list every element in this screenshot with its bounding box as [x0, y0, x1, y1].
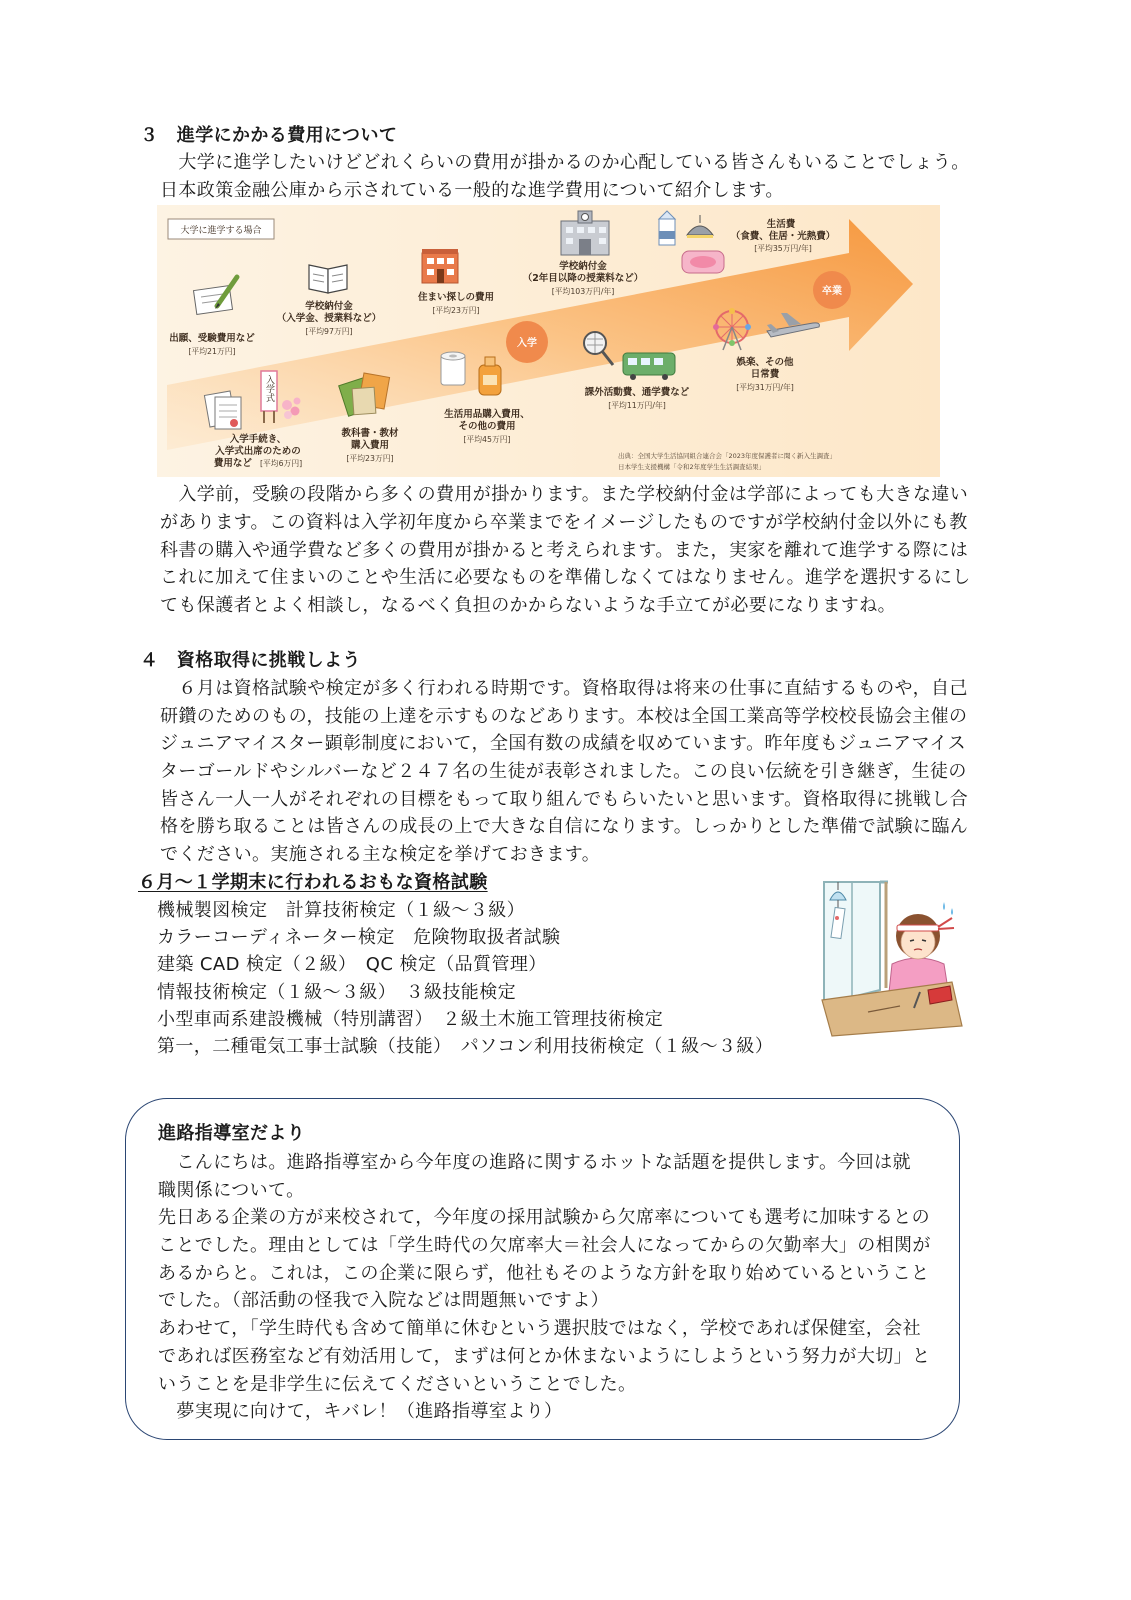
exam-list — [157, 897, 773, 1060]
paragraph-line: ６月は資格試験や検定が多く行われる時期です。資格取得は将来の仕事に直結するものや，自己 — [160, 678, 968, 699]
first-tuition-detail: （入学金、授業料など） — [276, 313, 382, 324]
entrance-milestone-label: 入学 — [517, 338, 537, 349]
paragraph-line: 先日ある企業の方が来校されて，今年度の採用試験から欠席率についても選考に加味するとの — [158, 1207, 931, 1229]
paragraph-line: 大学に進学したいけどどれくらいの費用が掛かるのか心配している皆さんもいることでしょう。 — [160, 152, 970, 173]
section-3-body — [160, 481, 971, 620]
housing-search-amount: [平均23万円] — [432, 306, 480, 315]
living-cost-title: 生活費 — [766, 219, 796, 230]
paragraph-line: ターゴールドやシルバーなど２４７名の生徒が表彰されました。この良い伝統を引き継ぎ，生徒の — [160, 761, 967, 783]
enrollment-amount: [平均6万円] — [259, 459, 303, 468]
leisure-title-2: 日常費 — [750, 369, 780, 380]
paragraph-line: ても保護者とよく相談し，なるべく負担のかからないような手立てが必要になりますね。 — [160, 595, 896, 616]
textbooks-title-2: 購入費用 — [350, 440, 390, 451]
leisure-title-1: 娯楽、その他 — [736, 357, 794, 368]
paragraph-line: こんにちは。進路指導室から今年度の進路に関するホットな話題を提供します。今回は就 — [158, 1152, 911, 1173]
source-line-1: 出典：全国大学生活協同組合連合会「2023年度保護者に聞く新入生調査」 — [618, 452, 837, 460]
living-cost-detail: （食費、住居・光熱費） — [730, 231, 836, 242]
section-3-intro — [160, 149, 970, 204]
food-pack-icon — [682, 251, 724, 273]
section-4-body — [160, 675, 968, 869]
paragraph-line: 夢実現に向けて，キバレ！（進路指導室より） — [158, 1401, 563, 1423]
paragraph-line: 入学前，受験の段階から多くの費用が掛かります。また学校納付金は学部によっても大きな違い — [160, 484, 969, 505]
guidance-box-body — [158, 1149, 931, 1426]
paragraph-line: ことでした。理由としては「学生時代の欠席率大＝社会人になってからの欠勤率大」の相関が — [158, 1235, 931, 1257]
activities-amount: [平均11万円/年] — [608, 401, 666, 410]
entrance-ceremony-sign-text: 入学式 — [264, 375, 274, 402]
graduation-milestone-label: 卒業 — [822, 286, 842, 297]
leisure-amount: [平均31万円/年] — [736, 383, 794, 392]
paragraph-line: でください。実施される主な検定を挙げておきます。 — [160, 844, 601, 866]
paragraph-line: 格を勝ち取ることは皆さんの成長の上で大きな自信になります。しっかりとした準備で試験に臨ん — [160, 816, 969, 838]
section-3-heading: ３ 進学にかかる費用について — [140, 125, 398, 146]
supplies-amount: [平均45万円] — [463, 435, 511, 444]
exam-list-item: 小型車両系建設機械（特別講習） ２級土木施工管理技術検定 — [157, 1008, 664, 1030]
exam-list-title: ６月～１学期末に行われるおもな資格試験 — [138, 872, 488, 893]
guidance-office-newsletter-box — [125, 1098, 960, 1440]
open-book-icon — [309, 265, 347, 293]
documents-icon — [204, 391, 241, 429]
supplies-title-1: 生活用品購入費用、 — [444, 409, 530, 420]
paragraph-line: これに加えて住まいのことや生活に必要なものを準備しなくてはなりません。進学を選択するにし — [160, 567, 971, 589]
college-cost-infographic — [157, 205, 940, 477]
section-4-heading: ４ 資格取得に挑戦しよう — [140, 650, 361, 671]
guidance-box-title: 進路指導室だより — [158, 1123, 306, 1144]
apartment-building-icon — [422, 249, 458, 283]
paragraph-line: ジュニアマイスター顕彰制度において，全国有数の成績を収めています。昨年度もジュニアマイス — [160, 733, 966, 755]
paragraph-line: あわせて，「学生時代も含めて簡単に休むという選択肢ではなく，学校であれば保健室，会社 — [158, 1318, 922, 1340]
exam-list-item: 第一，二種電気工事士試験（技能） パソコン利用技術検定（１級～３級） — [157, 1035, 774, 1057]
milk-carton-icon — [659, 211, 675, 245]
textbooks-amount: [平均23万円] — [346, 454, 394, 463]
enrollment-title-2: 入学式出席のための — [215, 446, 301, 457]
paragraph-line: 科書の購入や通学費など多くの費用が掛かると考えられます。また，実家を離れて進学する際には — [160, 539, 969, 561]
paragraph-line: 皆さん一人一人がそれぞれの目標をもって取り組んでもらいたいと思います。資格取得に挑戦し合 — [160, 788, 969, 810]
paragraph-line: でした。（部活動の怪我で入院などは問題無いですよ） — [158, 1290, 609, 1312]
later-tuition-amount: [平均103万円/年] — [551, 287, 615, 296]
toilet-paper-icon — [441, 352, 465, 385]
paragraph-line: 研鑽のためのもの，技能の上達を示すものなどあります。本校は全国工業高等学校校長協会主催の — [160, 705, 968, 727]
supplies-title-2: その他の費用 — [458, 421, 516, 432]
paragraph-line: があります。この資料は入学初年度から卒業までをイメージしたものですが学校納付金以外にも教 — [160, 511, 968, 533]
later-tuition-detail: （2年目以降の授業料など） — [522, 273, 644, 284]
enrollment-title-3: 費用など — [213, 458, 252, 469]
paragraph-line: いうことを是非学生に伝えてくださいということでした。 — [158, 1373, 637, 1395]
application-cost-amount: [平均21万円] — [188, 347, 236, 356]
paragraph-line: 職関係について。 — [158, 1179, 305, 1201]
exam-list-item: 機械製図検定 計算技術検定（１級～３級） — [157, 900, 525, 921]
paragraph-line: であれば医務室など有効活用して，まずは何とか休まないようにしようという努力が大切」と — [158, 1345, 931, 1367]
studying-girl-illustration — [818, 878, 963, 1038]
first-tuition-amount: [平均97万円] — [305, 327, 353, 336]
first-tuition-title: 学校納付金 — [305, 301, 353, 312]
paragraph-line: あるからと。これは，この企業に限らず，他社もそのような方針を取り始めているということ — [158, 1262, 930, 1284]
exam-list-item: カラーコーディネーター検定 危険物取扱者試験 — [157, 927, 561, 949]
textbooks-title-1: 教科書・教材 — [341, 428, 399, 439]
activities-title: 課外活動費、通学費など — [584, 387, 690, 398]
scenario-label: 大学に進学する場合 — [180, 226, 262, 236]
living-cost-amount: [平均35万円/年] — [754, 244, 812, 253]
paragraph-line: 日本政策金融公庫から示されている一般的な進学費用について紹介します。 — [160, 179, 784, 201]
source-line-2: 日本学生支援機構「令和2年度学生生活調査結果」 — [618, 463, 766, 471]
exam-list-item: 建築 CAD 検定（２級） QC 検定（品質管理） — [157, 954, 547, 976]
enrollment-title-1: 入学手続き、 — [229, 434, 287, 445]
application-cost-title: 出願、受験費用など — [169, 333, 255, 344]
later-tuition-title: 学校納付金 — [559, 261, 607, 272]
exam-list-item: 情報技術検定（１級～３級） ３級技能検定 — [157, 981, 516, 1003]
housing-search-title: 住まい探しの費用 — [417, 292, 495, 303]
